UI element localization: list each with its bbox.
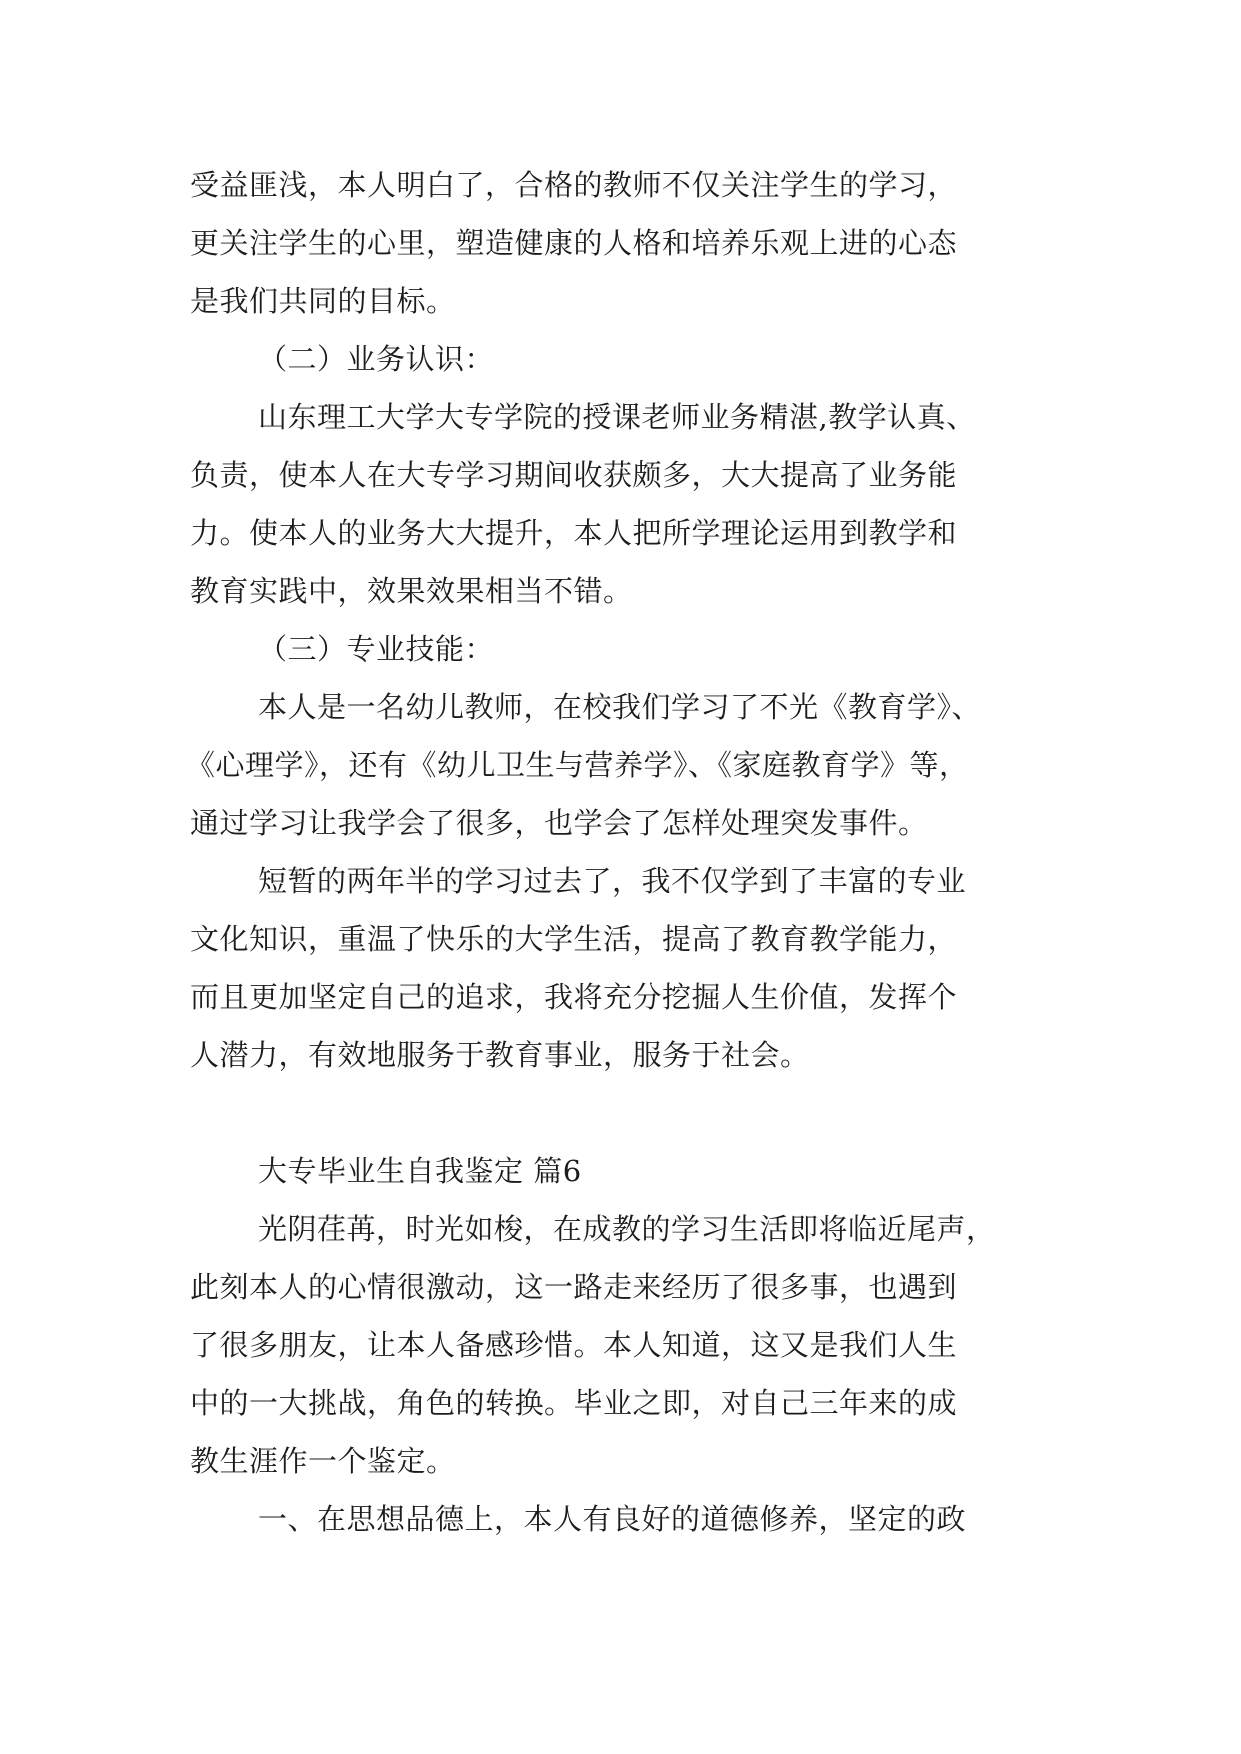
text-line: 文化知识，重温了快乐的大学生活，提高了教育教学能力， [190, 922, 958, 956]
text-line: 教生涯作一个鉴定。 [190, 1444, 456, 1478]
text-line: 负责，使本人在大专学习期间收获颇多，大大提高了业务能 [190, 458, 958, 492]
text-line: 山东理工大学大专学院的授课老师业务精湛,教学认真、 [258, 400, 976, 434]
text-line: 更关注学生的心里，塑造健康的人格和培养乐观上进的心态 [190, 226, 958, 260]
text-line: 力。使本人的业务大大提升，本人把所学理论运用到教学和 [190, 516, 958, 550]
text-line: 光阴荏苒，时光如梭，在成教的学习生活即将临近尾声， [258, 1212, 996, 1246]
text-line: 教育实践中，效果效果相当不错。 [190, 574, 633, 608]
text-line: 是我们共同的目标。 [190, 284, 456, 318]
text-line: 而且更加坚定自己的追求，我将充分挖掘人生价值，发挥个 [190, 980, 958, 1014]
text-line: 短暂的两年半的学习过去了，我不仅学到了丰富的专业 [258, 864, 967, 898]
text-line: 本人是一名幼儿教师，在校我们学习了不光《教育学》、 [258, 690, 982, 724]
section-heading: （二）业务认识： [258, 342, 495, 376]
text-line: 一、在思想品德上，本人有良好的道德修养，坚定的政 [258, 1502, 967, 1536]
article-title: 大专毕业生自我鉴定 篇6 [258, 1154, 582, 1188]
text-line: 此刻本人的心情很激动，这一路走来经历了很多事，也遇到 [190, 1270, 958, 1304]
text-line: 中的一大挑战，角色的转换。毕业之即，对自己三年来的成 [190, 1386, 958, 1420]
text-line: 受益匪浅，本人明白了，合格的教师不仅关注学生的学习， [190, 168, 958, 202]
section-heading: （三）专业技能： [258, 632, 495, 666]
text-line: 通过学习让我学会了很多，也学会了怎样处理突发事件。 [190, 806, 928, 840]
text-line: 《心理学》，还有《幼儿卫生与营养学》、《家庭教育学》等， [186, 748, 969, 782]
text-line: 了很多朋友，让本人备感珍惜。本人知道，这又是我们人生 [190, 1328, 958, 1362]
text-line: 人潜力，有效地服务于教育事业，服务于社会。 [190, 1038, 810, 1072]
